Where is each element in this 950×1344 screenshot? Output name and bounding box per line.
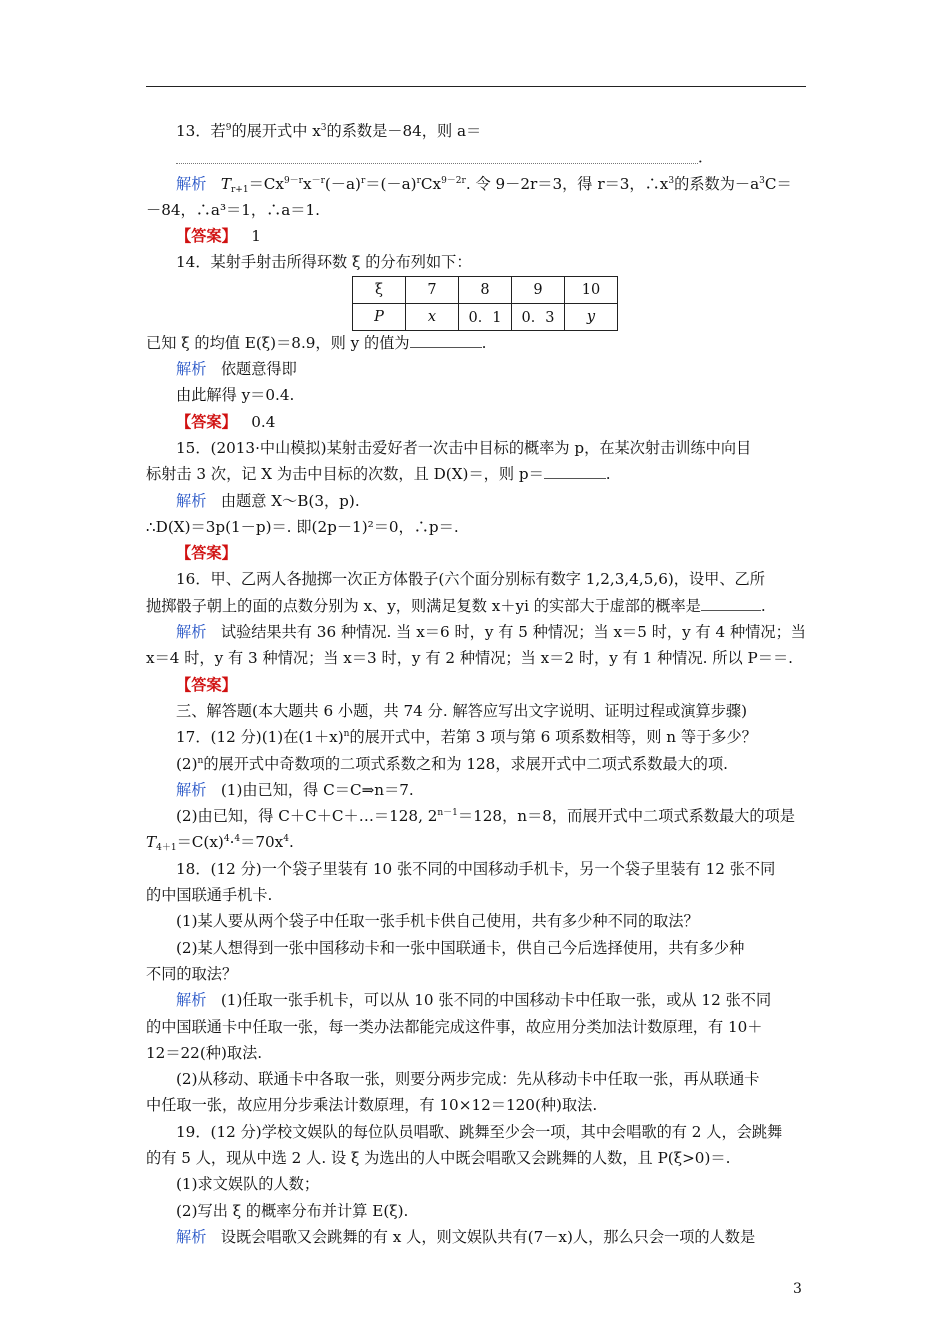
q18-part2-cont: 不同的取法？ [146, 964, 238, 983]
q13-sol: Cx [420, 174, 442, 193]
q17-sol-sup: 4 [223, 834, 230, 845]
q16-solution-cont: x＝4 时，y 有 3 种情况；当 x＝3 时，y 有 2 种情况；当 x＝2 时，y 有 1 种情况. 所以 P＝＝. [146, 649, 793, 668]
header-rule [146, 86, 806, 87]
q13-sol: T [220, 174, 231, 193]
q18-stem: 18．(12 分)一个袋子里装有 10 张不同的中国移动手机卡，另一个袋子里装有 12 张不同 [176, 859, 776, 878]
q18-part1: (1)某人要从两个袋子中任取一张手机卡供自己使用，共有多少种不同的取法？ [176, 912, 699, 931]
q18-solution-2: (2)从移动、联通卡中各取一张，则要分两步完成：先从移动卡中任取一张，再从联通卡 [176, 1070, 760, 1089]
q17-sol: . [288, 833, 294, 852]
q17-sup: n [343, 729, 350, 740]
q13-answer [146, 223, 808, 249]
q14-stem: 14．某射手射击所得环数 ξ 的分布列如下： [176, 253, 472, 272]
q17-sol: ＝70x [240, 833, 284, 852]
q14-sol: 依题意得即 [220, 360, 297, 379]
q13-answer-blank-line [146, 144, 808, 170]
q19-jiexi-label: 解析 [176, 1227, 207, 1246]
q13-stem-text: 的展开式中 x [231, 122, 321, 140]
q19-sol: 设既会唱歌又会跳舞的有 x 人，则文娱队共有(7－x)人，那么只会一项的人数是 [220, 1227, 756, 1246]
q17-p1 [146, 724, 808, 750]
q17-sol-sub: 4＋1 [156, 843, 177, 854]
q19-solution [146, 1224, 808, 1250]
q13-sol-sup: －r [311, 175, 325, 186]
table-cell: P [353, 303, 406, 330]
q16-answer-label: 【答案】 [176, 675, 237, 694]
q17-sol: · [229, 833, 235, 852]
table-cell: ξ [353, 276, 406, 303]
q13-answer-value: 1 [251, 227, 261, 246]
q17-sol-sup: n－1 [437, 808, 458, 819]
q13-jiexi-label: 解析 [176, 174, 207, 193]
q13-stem-text: 13．若 [176, 122, 226, 140]
q15-solution [146, 488, 808, 514]
q14-end-punct: . [481, 333, 487, 352]
q16-solution [146, 619, 808, 645]
q13-sol-sup: r [416, 175, 421, 186]
q14-table-wrap [146, 276, 808, 330]
q13-sol-sup: 3 [668, 175, 675, 186]
q19-stem: 19．(12 分)学校文娱队的每位队员唱歌、跳舞至少会一项，其中会唱歌的有 2 人，会跳舞 [176, 1122, 783, 1141]
table-row [353, 303, 618, 330]
q13-answer-label: 【答案】 [176, 227, 237, 246]
q13-sol-sup: 3 [759, 175, 765, 186]
q13-sol: . 令 9－2r＝3，得 r＝3，∴x [465, 174, 669, 193]
q16-blank [701, 595, 761, 611]
q17-sol: (2)由已知，得 C＋C＋C＋…＝128, 2 [176, 807, 438, 826]
q13-sol: (－a) [324, 174, 361, 193]
q15-blank [544, 463, 606, 479]
q14-answer-value: 0.4 [251, 412, 276, 431]
q17-sol: ＝128，n＝8，而展开式中二项式系数最大的项是 [457, 807, 795, 826]
q17-sol: T [146, 833, 157, 852]
q15-solution-cont: ∴D(X)＝3p(1－p)＝. 即(2p－1)²＝0，∴p＝. [146, 517, 459, 536]
q14-answer-label: 【答案】 [176, 412, 237, 431]
table-cell: 10 [565, 276, 618, 303]
q18-solution-2-cont: 中任取一张，故应用分步乘法计数原理，有 10×12＝120(种)取法. [146, 1096, 598, 1115]
q13-sol: C＝ [764, 174, 792, 193]
q14-jiexi-label: 解析 [176, 360, 207, 379]
q15-answer-label: 【答案】 [176, 544, 237, 563]
q15-sol: 由题意 X～B(3，p). [220, 491, 360, 510]
q13-sol-sup: 9－r [283, 175, 303, 186]
q18-solution-cont: 12＝22(种)取法. [146, 1043, 263, 1062]
q15-stem-text: 标射击 3 次，记 X 为击中目标的次数，且 D(X)＝，则 p＝ [146, 465, 544, 484]
q15-end-punct: . [605, 465, 611, 484]
q14-solution-cont: 由此解得 y＝0.4. [176, 386, 295, 405]
q17-sol-sup: 4 [283, 834, 289, 845]
q13-stem [146, 118, 808, 144]
q18-jiexi-label: 解析 [176, 991, 207, 1010]
q17-p2 [146, 751, 808, 777]
q17-text: (2) [176, 754, 198, 773]
q16-stem-cont [146, 593, 808, 619]
q14-given [146, 330, 808, 356]
page-number: 3 [793, 1281, 802, 1297]
q13-sol: ＝Cx [248, 174, 284, 193]
q17-solution [146, 777, 808, 803]
q17-sol: (1)由已知，得 C＝C⇒n＝7. [220, 780, 414, 799]
q13-sol-sup: r [360, 175, 366, 186]
q18-solution-cont: 的中国联通卡中任取一张，每一类办法都能完成这件事，故应用分类加法计数原理，有 10＋ [146, 1017, 763, 1036]
q17-sol-sup: 4 [234, 834, 241, 845]
q13-sol: 的系数为－a [674, 174, 760, 193]
table-cell: 0．1 [459, 303, 512, 330]
q18-stem-cont: 的中国联通手机卡. [146, 886, 273, 905]
q16-end-punct: . [760, 596, 766, 615]
q16-stem: 16．甲、乙两人各抛掷一次正方体骰子(六个面分别标有数字 1,2,3,4,5,6)，设甲、乙所 [176, 570, 765, 589]
table-cell: 9 [512, 276, 565, 303]
q17-sol: ＝C(x) [176, 833, 224, 852]
table-row [353, 276, 618, 303]
q17-text: 的展开式中奇数项的二项式系数之和为 128，求展开式中二项式系数最大的项. [203, 754, 728, 773]
q16-jiexi-label: 解析 [176, 623, 207, 642]
q17-jiexi-label: 解析 [176, 780, 207, 799]
q17-text: 的展开式中，若第 3 项与第 6 项系数相等，则 n 等于多少？ [349, 728, 757, 747]
q13-solution-cont: －84，∴a³＝1，∴a＝1. [146, 200, 320, 219]
q15-answer [146, 540, 808, 566]
q13-sol-sup: 9－2r [441, 175, 466, 186]
q13-stem-sup: 3 [320, 123, 327, 133]
q15-stem: 15．(2013·中山模拟)某射击爱好者一次击中目标的概率为 p，在某次射击训练中向目 [176, 438, 752, 457]
table-cell: 7 [406, 276, 459, 303]
q13-stem-sup: 9 [225, 123, 232, 133]
q17-solution-2 [146, 803, 808, 829]
q18-solution [146, 987, 808, 1013]
q13-solution [146, 171, 808, 197]
q19-part1: (1)求文娱队的人数； [176, 1175, 320, 1194]
q14-blank [410, 332, 482, 348]
q19-part2: (2)写出 ξ 的概率分布并计算 E(ξ). [176, 1201, 409, 1220]
q13-answer-blank [176, 163, 698, 165]
q14-distribution-table [352, 276, 618, 331]
q15-stem-cont [146, 461, 808, 487]
q17-text: 17．(12 分)(1)在(1＋x) [176, 728, 344, 747]
q13-sol: ＝(－a) [365, 174, 417, 193]
q17-sup: n [197, 755, 204, 766]
section-heading: 三、解答题(本大题共 6 小题，共 74 分. 解答应写出文字说明、证明过程或演算步骤) [176, 701, 747, 720]
q14-answer [146, 409, 808, 435]
table-cell: 0．3 [512, 303, 565, 330]
q16-stem-text: 抛掷骰子朝上的面的点数分别为 x、y，则满足复数 x＋yi 的实部大于虚部的概率是 [146, 596, 701, 615]
table-cell: x [406, 303, 459, 330]
table-cell: 8 [459, 276, 512, 303]
q13-sol-sub: r+1 [231, 184, 249, 195]
q13-sol: x [302, 174, 312, 193]
q18-part2: (2)某人想得到一张中国移动卡和一张中国联通卡，供自己今后选择使用，共有多少种 [176, 938, 745, 957]
q16-answer [146, 672, 808, 698]
q15-jiexi-label: 解析 [176, 491, 207, 510]
q17-solution-3 [146, 829, 808, 855]
q16-sol: 试验结果共有 36 种情况. 当 x＝6 时，y 有 5 种情况；当 x＝5 时，y 有 4 种情况；当 [220, 623, 806, 642]
table-cell: y [565, 303, 618, 330]
q19-stem-cont: 的有 5 人，现从中选 2 人. 设 ξ 为选出的人中既会唱歌又会跳舞的人数，且 P(ξ>0)＝. [146, 1148, 731, 1167]
page-content [146, 118, 808, 1250]
q13-stem-text: 的系数是－84，则 a＝ [326, 122, 482, 140]
q18-sol: (1)任取一张手机卡，可以从 10 张不同的中国移动卡中任取一张，或从 12 张不同 [220, 991, 772, 1010]
q14-given-text: 已知 ξ 的均值 E(ξ)＝8.9，则 y 的值为 [146, 333, 410, 352]
q13-end-punct: ． [698, 148, 714, 167]
q14-solution [146, 356, 808, 382]
